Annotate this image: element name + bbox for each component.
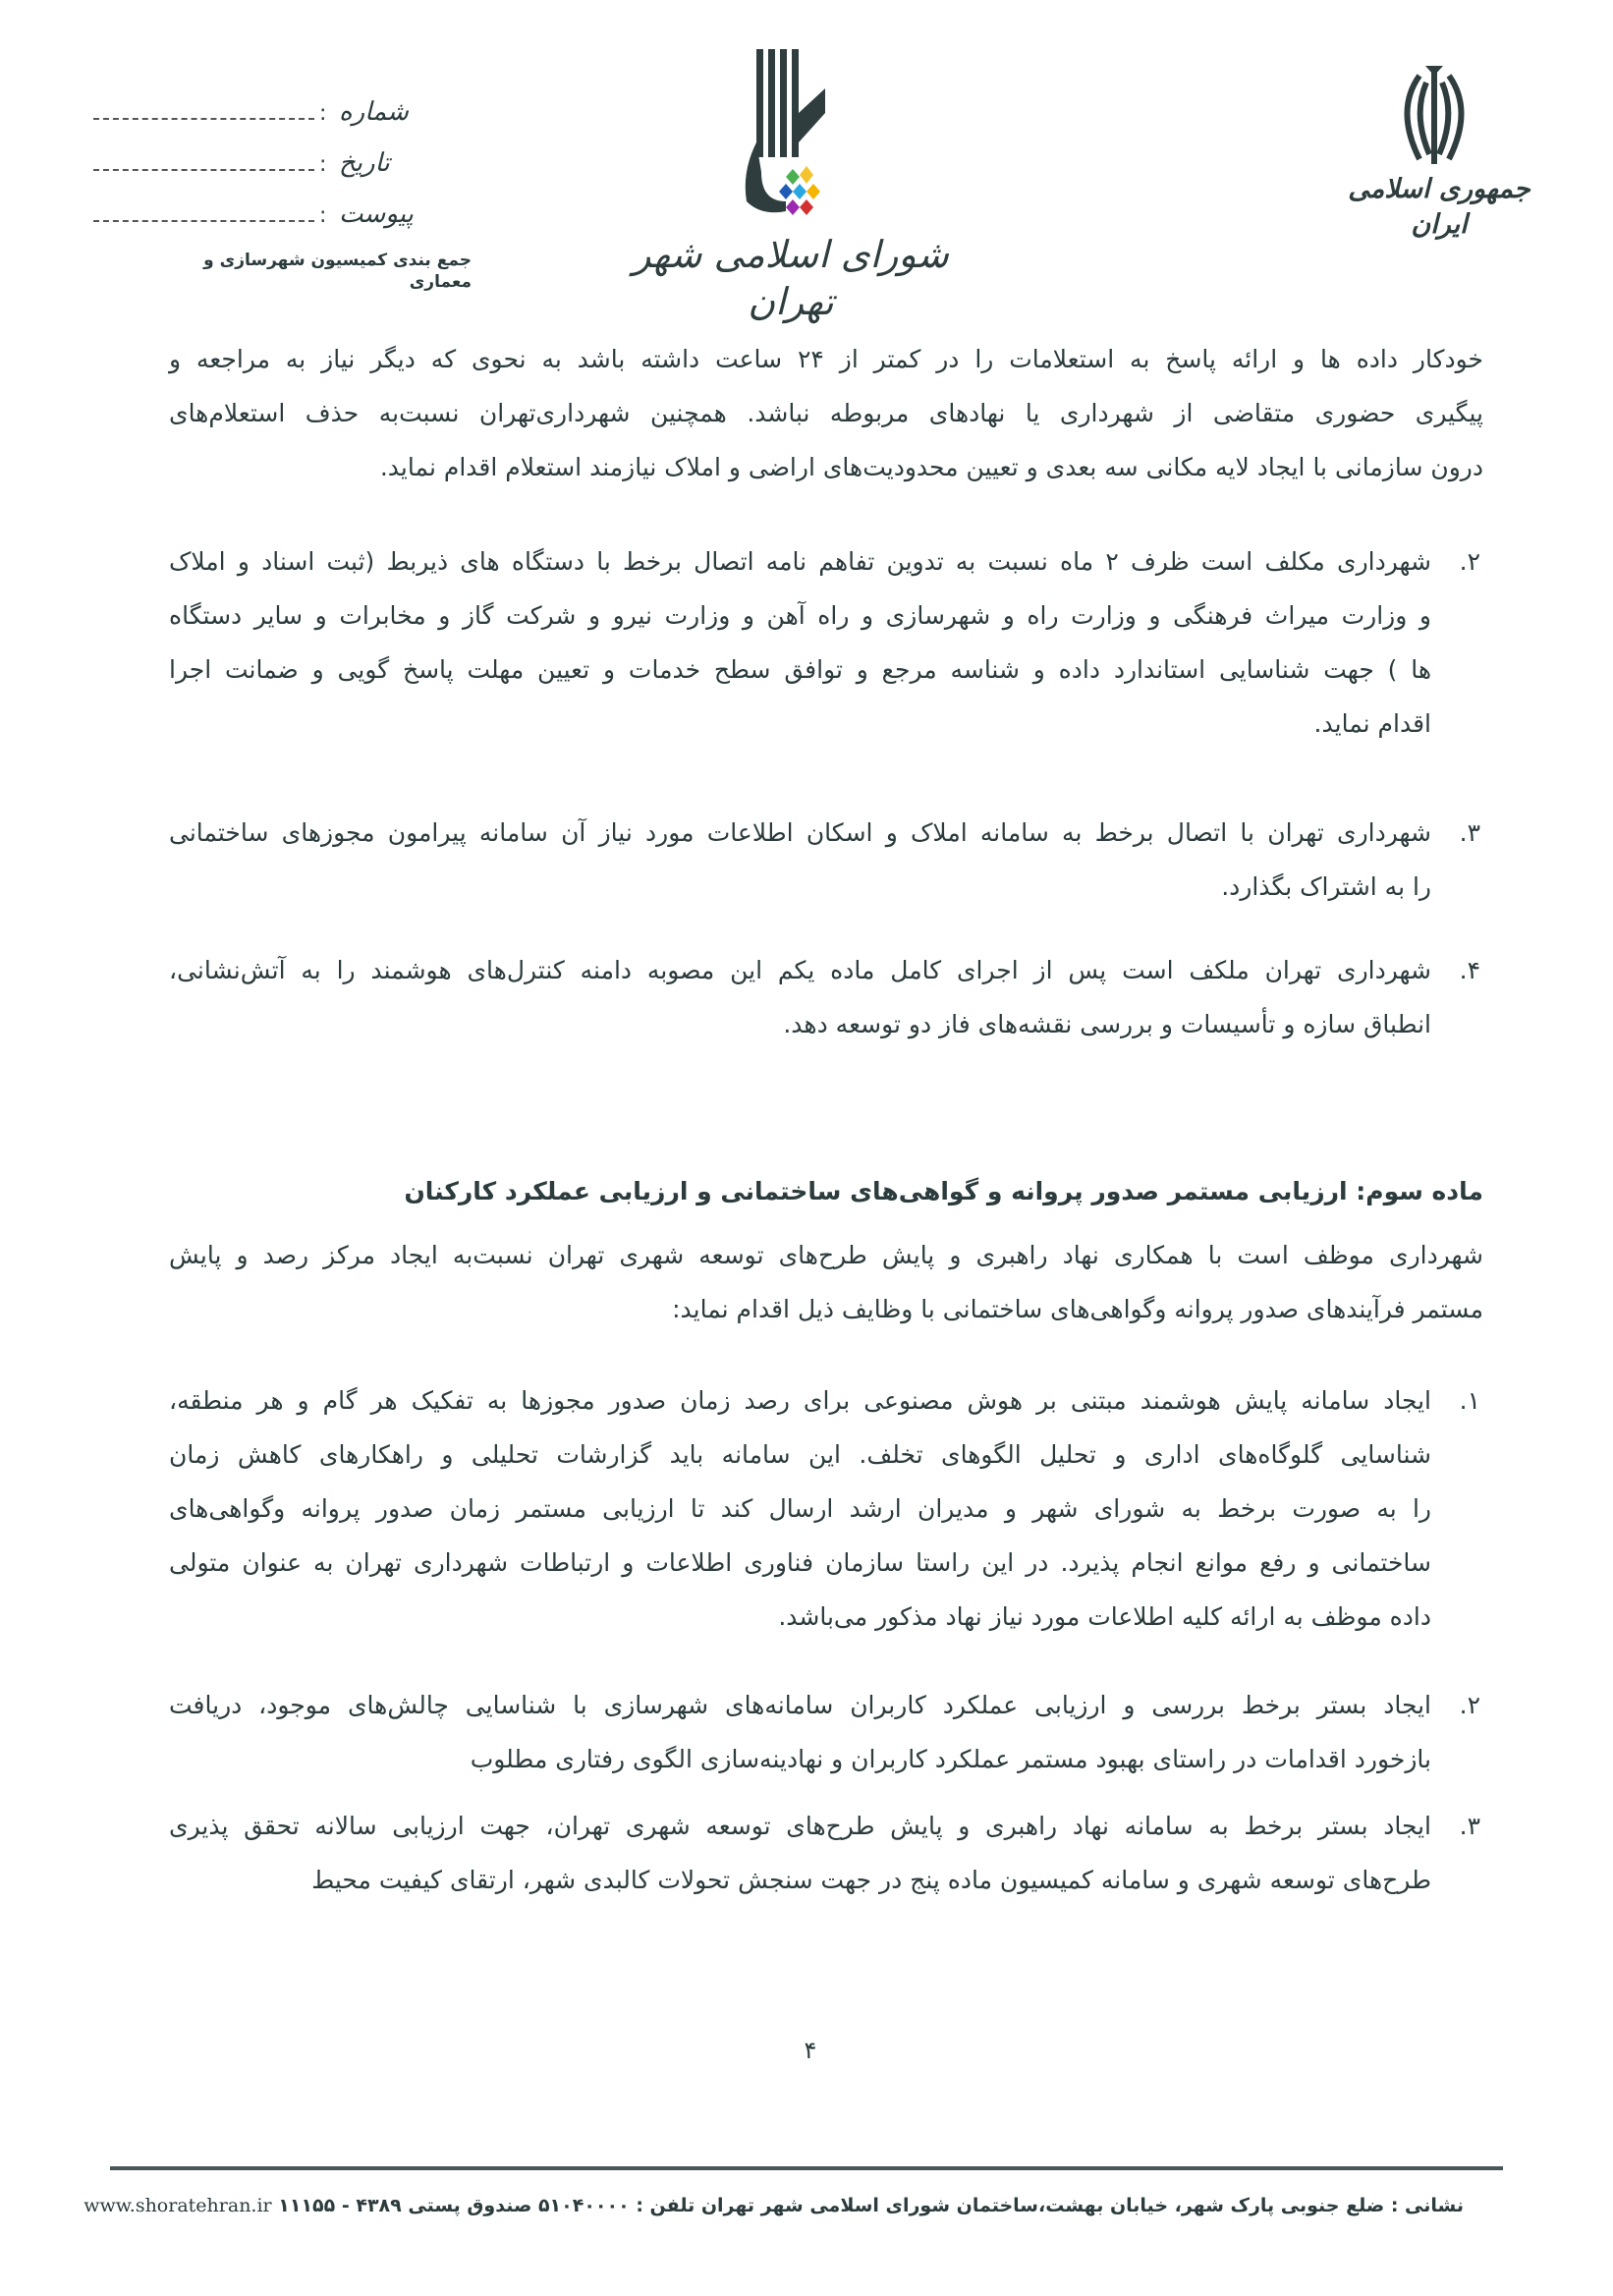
dotted-line bbox=[93, 118, 314, 120]
text-line: اقدام نماید. bbox=[1313, 709, 1431, 738]
footer-address: نشانی : ضلع جنوبی پارک شهر، خیابان بهشت،ساختمان شورای اسلامی شهر تهران تلفن : ۵۱۰۴۰۰۰۰ صندوق پستی ۴۳۸۹ - ۱۱۱۵۵ bbox=[278, 2195, 1464, 2216]
date-label: تاریخ bbox=[339, 148, 390, 178]
text-line: پیگیری حضوری متقاضی از شهرداری یا نهادهای مربوطه نباشد. همچنین شهرداری‌تهران نسبت‌به حذف استعلام‌های bbox=[169, 399, 1483, 427]
list-item bbox=[169, 1373, 1480, 1644]
text-line: ایجاد بستر برخط بررسی و ارزیابی عملکرد کاربران سامانه‌های شهرسازی با شناسایی چالش‌های موجود، دریافت bbox=[169, 1691, 1431, 1719]
text-line: را به اشتراک بگذارد. bbox=[1221, 872, 1431, 901]
number-label: شماره bbox=[339, 97, 409, 127]
text-line: را به صورت برخط به شورای شهر و مدیران ارشد ارسال کند تا ارزیابی مستمر زمان صدور پروانه وگواهی‌های bbox=[169, 1494, 1431, 1523]
article-heading: ماده سوم: ارزیابی مستمر صدور پروانه و گواهی‌های ساختمانی و ارزیابی عملکرد کارکنان bbox=[404, 1177, 1483, 1205]
text-line: شهرداری تهران با اتصال برخط به سامانه املاک و اسکان اطلاعات مورد نیاز آن سامانه پیرامون مجوزهای ساختمانی bbox=[169, 818, 1431, 847]
intro-paragraph bbox=[169, 332, 1483, 494]
list-item bbox=[169, 1678, 1480, 1786]
colon: : bbox=[319, 152, 327, 177]
colon: : bbox=[319, 101, 327, 126]
list-number: ۱. bbox=[1459, 1386, 1480, 1415]
text-line: و وزارت میراث فرهنگی و وزارت راه و شهرسازی و راه آهن و وزارت نیرو و شرکت گاز و مخابرات و سایر دستگاه bbox=[169, 601, 1431, 630]
list-item bbox=[169, 534, 1480, 751]
page-number: ۴ bbox=[804, 2037, 817, 2064]
article-intro bbox=[169, 1228, 1483, 1336]
text-line: طرح‌های توسعه شهری و سامانه کمیسیون ماده پنج در جهت سنجش تحولات کالبدی شهر، ارتقای کیفیت محیط bbox=[311, 1866, 1431, 1894]
text-line: خودکار داده ها و ارائه پاسخ به استعلامات را در کمتر از ۲۴ ساعت داشته باشد به نحوی که دیگر نیاز به مراجعه و bbox=[169, 345, 1483, 373]
text-line: مستمر فرآیندهای صدور پروانه وگواهی‌های ساختمانی با وظایف ذیل اقدام نماید: bbox=[672, 1295, 1483, 1323]
attachment-label: پیوست bbox=[339, 199, 414, 229]
colon: : bbox=[319, 203, 327, 228]
list-item bbox=[169, 1799, 1480, 1907]
list-number: ۲. bbox=[1459, 1691, 1480, 1719]
text-line: ساختمانی و رفع موانع انجام پذیرد. در این راستا سازمان فناوری اطلاعات و ارتباطات شهرداری تهران به عنوان متولی bbox=[169, 1548, 1431, 1577]
text-line: شناسایی گلوگاه‌های اداری و تحلیل الگوهای تخلف. این سامانه باید گزارشات تحلیلی و راهکارهای کاهش زمان bbox=[169, 1440, 1431, 1469]
footer bbox=[83, 2193, 1464, 2218]
footer-website: www.shoratehran.ir bbox=[83, 2195, 272, 2216]
tehran-council-logo bbox=[727, 44, 884, 226]
text-line: بازخورد اقدامات در راستای بهبود مستمر عملکرد کاربران و نهادینه‌سازی الگوی رفتاری مطلوب bbox=[470, 1745, 1431, 1773]
attachment-field bbox=[93, 191, 414, 230]
text-line: شهرداری مکلف است ظرف ۲ ماه نسبت به تدوین تفاهم نامه اتصال برخط با دستگاه های ذیربط (ثبت اسناد و املاک bbox=[169, 547, 1431, 576]
text-line: شهرداری موظف است با همکاری نهاد راهبری و پایش طرح‌های توسعه شهری تهران نسبت‌به ایجاد مرکز رصد و پایش bbox=[169, 1241, 1483, 1269]
date-field bbox=[93, 140, 388, 179]
list-item bbox=[169, 806, 1480, 914]
text-line: درون سازمانی با ایجاد لایه مکانی سه بعدی و تعیین محدودیت‌های اراضی و املاک نیازمند استعلام اقدام نماید. bbox=[379, 453, 1483, 481]
list-number: ۴. bbox=[1459, 956, 1480, 984]
commission-label: جمع بندی کمیسیون شهرسازی و معماری bbox=[203, 251, 472, 292]
emblem-text: جمهوری اسلامی ایران bbox=[1348, 174, 1530, 240]
text-line: انطباق سازه و تأسیسات و بررسی نقشه‌های فاز دو توسعه دهد. bbox=[783, 1010, 1431, 1038]
text-line: شهرداری تهران ملکف است پس از اجرای کامل ماده یکم این مصوبه دامنه کنترل‌های هوشمند را به آتش‌نشانی، bbox=[169, 956, 1431, 984]
dotted-line bbox=[93, 220, 314, 222]
footer-divider bbox=[110, 2166, 1503, 2170]
text-line: ایجاد سامانه پایش هوشمند مبتنی بر هوش مصنوعی برای رصد زمان صدور مجوزها به تفکیک هر گام و هر منطقه، bbox=[169, 1386, 1431, 1415]
text-line: ایجاد بستر برخط به سامانه نهاد راهبری و پایش طرح‌های توسعه شهری تهران، جهت ارزیابی سالانه تحقق پذیری bbox=[169, 1812, 1431, 1840]
text-line: ها ) جهت شناسایی استاندارد داده و شناسه مرجع و توافق سطح خدمات و تعیین مهلت پاسخ گویی و ضمانت اجرا bbox=[169, 655, 1431, 684]
iran-emblem-icon bbox=[1380, 61, 1488, 169]
number-field bbox=[93, 88, 409, 128]
council-logo-text: شورای اسلامی شهر تهران bbox=[633, 233, 949, 323]
list-number: ۳. bbox=[1459, 818, 1480, 847]
dotted-line bbox=[93, 169, 314, 171]
list-number: ۲. bbox=[1459, 547, 1480, 576]
list-item bbox=[169, 943, 1480, 1051]
list-number: ۳. bbox=[1459, 1812, 1480, 1840]
text-line: داده موظف به ارائه کلیه اطلاعات مورد نیاز نهاد مذکور می‌باشد. bbox=[778, 1602, 1431, 1631]
